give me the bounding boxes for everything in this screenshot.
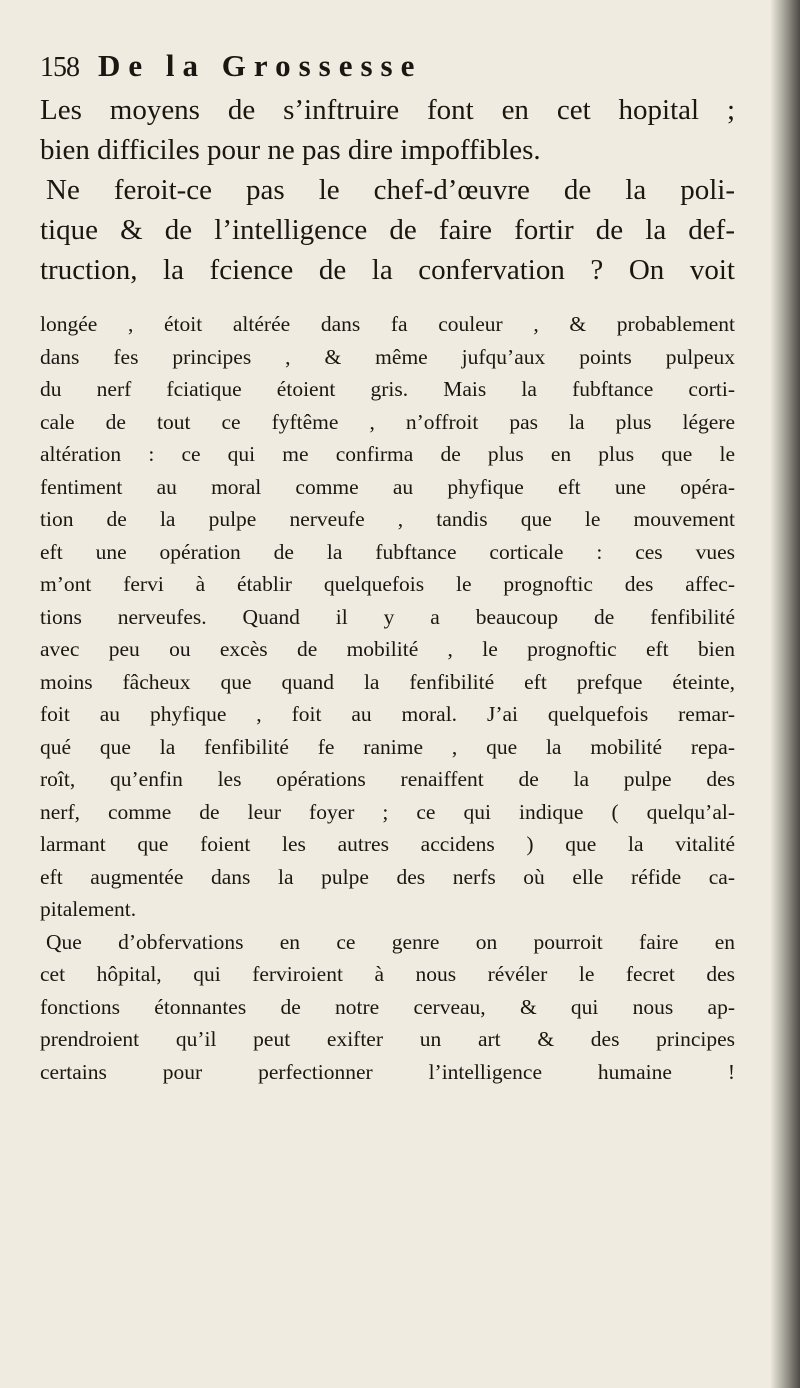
text-line: longée , étoit altérée dans fa couleur , & probablement [40, 312, 735, 336]
text-line: bien difficiles pour ne pas dire impoffibles. [40, 134, 541, 166]
text-line: fentiment au moral comme au phyfique eft une opéra- [40, 474, 735, 499]
main-text-small [40, 308, 740, 1088]
text-line: pitalement. [40, 897, 137, 921]
text-line: du nerf fciatique étoient gris. Mais la fubftance corti- [40, 377, 735, 401]
text-line: tique & de l’intelligence de faire fortir de la def- [40, 214, 735, 246]
text-line: m’ont fervi à établir quelquefois le prognoftic des affec- [40, 572, 735, 596]
main-text-large [40, 90, 740, 290]
text-line: avec peu ou excès de mobilité , le prognoftic eft bien [40, 637, 735, 661]
text-line: qué que la fenfibilité fe ranime , que la mobilité repa- [40, 734, 735, 759]
text-line: dans fes principes , & même jufqu’aux points pulpeux [40, 344, 735, 369]
running-title: De la Grossesse [98, 48, 423, 83]
text-line: Que d’obfervations en ce genre on pourroit faire en [46, 929, 735, 954]
text-line: tions nerveufes. Quand il y a beaucoup de fenfibilité [40, 604, 735, 629]
text-line: truction, la fcience de la confervation ? On voit [40, 254, 735, 286]
text-line: larmant que foient les autres accidens ) que la vitalité [40, 832, 735, 856]
text-line: tion de la pulpe nerveufe , tandis que le mouvement [40, 507, 735, 531]
text-line: foit au phyfique , foit au moral. J’ai quelquefois remar- [40, 702, 735, 726]
text-line: Ne feroit-ce pas le chef-d’œuvre de la poli- [46, 174, 735, 206]
text-line: fonctions étonnantes de notre cerveau, & qui nous ap- [40, 994, 735, 1019]
page-number: 158 [40, 52, 79, 83]
text-line: Les moyens de s’inftruire font en cet hopital ; [40, 94, 735, 126]
text-line: certains pour perfectionner l’intelligence humaine ! [40, 1059, 735, 1084]
running-head [40, 44, 700, 84]
text-line: cet hôpital, qui ferviroient à nous révéler le fecret des [40, 962, 735, 986]
text-line: roît, qu’enfin les opérations renaiffent de la pulpe des [40, 767, 735, 791]
text-line: nerf, comme de leur foyer ; ce qui indique ( quelqu’al- [40, 799, 735, 824]
text-line: altération : ce qui me confirma de plus en plus que le [40, 442, 735, 466]
text-line: cale de tout ce fyftême , n’offroit pas la plus légere [40, 409, 735, 434]
text-line: moins fâcheux que quand la fenfibilité eft prefque éteinte, [40, 669, 735, 694]
page-edge-shadow [770, 0, 800, 1388]
text-line: prendroient qu’il peut exifter un art & des principes [40, 1027, 735, 1051]
text-line: eft une opération de la fubftance corticale : ces vues [40, 539, 735, 564]
text-line: eft augmentée dans la pulpe des nerfs où elle réfide ca- [40, 864, 735, 889]
